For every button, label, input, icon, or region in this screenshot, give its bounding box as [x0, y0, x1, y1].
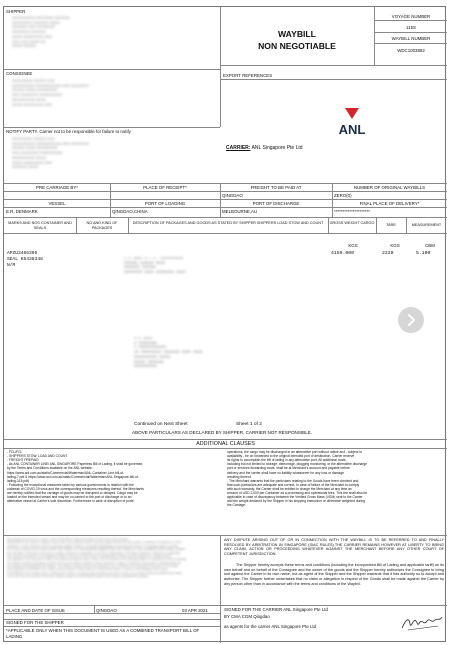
notify-address-line: XXXXXXXX XXXXX XXX [12, 137, 55, 141]
notify-party-address [12, 137, 192, 170]
terms-line: The Carrier's acceptance of this Waybill is subject to the terms of the Carrier's standard Bill of Lading and all conditions of carriage thereof. [7, 554, 172, 558]
vessel-value: E.R. DENMARK [6, 209, 38, 214]
gross-weight-unit: KGS [348, 243, 358, 248]
terms-line: to be void. Any and all claims hereunder shall be subject to the jurisdiction clause of the Carrier's standard bill of lading. [7, 575, 149, 579]
clause-line: lading-315.pdf) [7, 478, 29, 483]
clause-line: and the weight declared by the Shipper in his shipping instruction or otherwise weighted during [227, 499, 366, 504]
terms-line: Such authority is extended to the Carrier, and any person or party acting on behalf of the Carrier in respect of the carriage of the Goods. [7, 568, 169, 572]
place-of-issue-value: QINGDAO [96, 608, 117, 613]
consignee-address-line: XXXXX XXXX XXXXXXXX [12, 88, 58, 93]
terms-line: The printed terms set out on page 1 and 2 of this Bill of Lading are subject to the terms of the carriage. [7, 538, 129, 541]
notify-party-label: NOTIFY PARTY. Carrier not to be responsible for failure to notify [6, 129, 131, 134]
port-of-discharge-value: MELBOURNE,AU [222, 209, 258, 214]
pre-carriage-label: PRE CARRIAGE BY* [36, 185, 78, 190]
original-waybills-value: ZERO(0) [334, 193, 352, 198]
description-line: XXXXXXX XXXXXX [124, 266, 156, 271]
cargo-description [124, 257, 324, 276]
terms-line: RECEIVED by the Carrier in apparent good order and condition (unless otherwise stated herein) the total number or quantity of Containers or other [7, 541, 182, 545]
shipper-address-line: XXXX XXXXXXXX XXX [12, 34, 53, 39]
final-delivery-label: FINAL PLACE OF DELIVERY* [359, 201, 420, 206]
consignee-address-line: XXXX XXXXXXXX XXX [12, 102, 53, 107]
clause-line: are hereby notified that the carriage of goods may be disrupted or delayed. Cargo may be [7, 491, 138, 496]
terms-line: IN WITNESS of the contract herein contained the number of originals stated opposite has been issued, one of which being accomplished the others [7, 571, 183, 575]
place-of-receipt-label: PLACE OF RECEIPT* [143, 185, 187, 190]
description-line: 1 x 20GP S.T.C. XXXXXXXXXX [124, 257, 184, 261]
clause-line: - FREIGHT PREPAID [7, 458, 39, 463]
carrier-label: CARRIER: [226, 145, 251, 151]
description-detail-line: XXXXXXXXXX [134, 365, 157, 370]
port-of-discharge-label: PORT OF DISCHARGE [252, 201, 300, 206]
by-agent-line: BY CMA CGM Qingdao [224, 614, 270, 619]
port-of-loading-value: QINGDAO,CHINA [112, 209, 148, 214]
clause-line: that such particulars are adequate and correct. In case of failure of the Merchant to comply [227, 482, 360, 487]
clause-line: loaded on the intended vessel and may be on-carried to the port of discharge or to an [7, 495, 132, 500]
export-references-label: EXPORT REFERENCES [223, 73, 273, 78]
consignee-address-line: XXXXXXXXX XXXXXXXXXX XXX XXXXXXX [12, 83, 89, 88]
clause-line: availability - be on forwarded to the original intended port of destination. Carrier reserve [227, 454, 355, 459]
document-title [220, 29, 374, 52]
shipper-address-line: XXX XXX XXXX XX [12, 39, 46, 44]
consignee-address-line: XXXXXXXX XXXXX XXX [12, 79, 55, 83]
notify-address-line: XXX XXXXXXX XXXXXXXXX [12, 151, 63, 156]
description-detail-line: X XXXXXXXXXXXX [134, 346, 166, 351]
clause-line: its rights to accomplish the bill of lading in any alternative port. All additional costs, [227, 458, 347, 463]
port-of-loading-label: PORT OF LOADING [144, 201, 186, 206]
shipper-address-line: XXXX XXXXX [12, 44, 36, 49]
notify-address-line: XXXXXXXXX XXXX [12, 155, 46, 160]
tare-value: 2220 [382, 251, 394, 256]
container-number: APZU3466305 [7, 251, 38, 256]
clause-line: with such warranty, the Carrier shall be entitled to charge the Merchant at any time an [227, 486, 352, 491]
kind-header: NO AND KIND OF PACKAGES [86, 221, 118, 230]
place-date-label: PLACE AND DATE OF ISSUE [6, 608, 65, 613]
freight-paid-at-value: QINGDAO [222, 193, 243, 198]
shipper-address-line: XXXXXX XXX XXXXXXX [12, 25, 55, 30]
shipper-agreement: The Shipper hereby accepts these terms and conditions (including the incorporated Bill of Lading and applicable tariff) on its own behalf and on behalf of the Consignee and the owner of the goods and the Shipper hereby authorises the Consignee to bring suit against the Carrier in its own name, but as agent of the Shipper and the Shipper warrants that it has authority so to accept and authorise. The Shipper further undertakes that no claim or allegation in respect of the Goods shall be made against the Carrier by any person other than in accordance with the terms and conditions of the Waybill. [224, 563, 444, 586]
clause-line: - Following the exceptional measures taken by various governments in relation with the [7, 482, 134, 487]
container-info [7, 251, 43, 270]
clause-line: alternative vessel at Carrier's sole discretion. Furthermore in case of disruption of ports' [7, 499, 135, 504]
signed-for-carrier: SIGNED FOR THE CARRIER ANL Singapore Pte Ltd [224, 607, 328, 612]
marks-nm: N/M [7, 263, 16, 269]
title-non-negotiable: NON NEGOTIABLE [258, 40, 336, 51]
agents-line: as agents for the carrier ANL Singapore Pte Ltd [224, 624, 317, 629]
anl-logo-text: ANL [338, 122, 366, 136]
clause-line: including but not limited to storage, demurrage, plugging monitoring, or the alternative discharge [227, 462, 368, 467]
waybill-number-label: WAYBILL NUMBER [391, 36, 431, 41]
carrier-line [226, 145, 303, 151]
marks-header: MARKS AND NOS CONTAINER AND SEALS [8, 221, 72, 230]
shipper-address [12, 16, 192, 49]
date-of-issue-value: 03 APR 2021 [182, 608, 208, 613]
waybill-number-value: WDC1003892 [397, 48, 425, 53]
carrier-name: ANL Singapore Pte Ltd [251, 145, 303, 151]
terms-line: from the Place of Receipt or the Port of Loading, whichever is applicable, to the Port of Discharge or the Place of Delivery, whichever is applicable. [7, 551, 181, 555]
terms-line: non-signing of this Waybill by the Shipper. The Shipper warrants that he has authority to act on behalf of the Consignee and owner of the Goods. [7, 565, 179, 568]
gross-weight-value: 4159.000 [331, 251, 355, 256]
shipper-address-line: XXXXXXXX XXXXXX XXXX [12, 20, 60, 25]
waybill-document [3, 6, 446, 642]
final-delivery-value: ********************* [334, 209, 370, 214]
measurement-value: 5.100 [416, 251, 431, 256]
chevron-right-icon [404, 313, 418, 327]
sheet-indicator: Sheet 1 of 2 [236, 422, 262, 427]
consignee-label: CONSIGNEE [6, 71, 33, 76]
notify-address-line: XXXXX XXXX XXXXXXXX [12, 146, 58, 151]
terms-line: The Shipper accepts and agrees to all the terms and conditions whether printed, stamped or written or otherwise incorporated, notwithstanding the [7, 561, 181, 565]
title-waybill: WAYBILL [278, 29, 316, 39]
original-waybills-label: NUMBER OF ORIGINAL WAYBILLS [353, 185, 426, 190]
clause-line: delivery and the carrier shall have no liability whatsoever for any loss or damage [227, 470, 344, 475]
signed-for-shipper: SIGNED FOR THE SHIPPER [6, 620, 64, 625]
clause-line: https://www.anl.com.au/static/Commercial/Waterman/ANL-Container-Line-bill-of- [7, 470, 125, 475]
freight-paid-at-label: FREIGHT TO BE PAID AT [250, 185, 302, 190]
measurement-unit: CBM [425, 243, 435, 248]
description-detail-line: X XXXXXXXX [134, 341, 157, 346]
clause-line: applicable in case of discrepancy between the Verified Gross Mass (VGM) sent to the Carrier [227, 495, 363, 500]
signature-icon [400, 613, 444, 633]
clause-line: by the Terms and Conditions available on the ANL website: [7, 466, 93, 471]
voyage-number-label: VOYAGE NUMBER [391, 14, 431, 19]
consignee-address-line: XXX XXXXXXX XXXXXXXXX [12, 93, 63, 98]
tare-unit: KGS [390, 243, 400, 248]
clauses-right-column [227, 450, 444, 508]
voyage-number-value: 115S [406, 25, 416, 30]
clause-line: resulting thereof. [227, 474, 252, 479]
clause-line: operations, the cargo may be discharged in an alternative port without notice and - subject to [227, 450, 363, 454]
clause-line: amount of USD 2,000 per Container as a processing and operational fees. This fee shall also be [227, 491, 368, 496]
clause-line: outbreak of COVID-19 virus and the corresponding measures resulting thereof, the Merchants [7, 486, 144, 491]
seal-number: SEAL K5438348 [7, 257, 43, 263]
tare-header: TARE [386, 223, 396, 227]
description-detail-line: XXXXX XXXXXXX [134, 360, 164, 365]
applicable-note: *APPLICABLE ONLY WHEN THIS DOCUMENT IS USED AS A COMBINED TRANSPORT BILL OF LADING [6, 628, 200, 639]
description-header: DESCRIPTION OF PACKAGES AND GOODS AS STATED BY SHIPPER SHIPPERS LOAD STOW AND COUNT [132, 221, 324, 225]
consignee-address-line: XXXXXXXXX XXXX [12, 97, 46, 102]
next-page-button[interactable] [398, 307, 424, 333]
clause-line: - The Merchant warrants that the particulars relating to the Goods have been checked and [227, 478, 359, 483]
description-detail-line: X.X.XXXX [134, 337, 153, 341]
terms-line: terms and conditions hereof (INCLUDING THE TERMS ON THE REVERSE HEREOF AND THE TERMS OF THE CARRIER'S APPLICABLE TARIFF) [7, 548, 186, 552]
notify-address-line: XXXXXX XXXX [12, 165, 39, 170]
additional-clauses-title: ADDITIONAL CLAUSES [196, 441, 255, 447]
clause-line: the Carriage. [227, 503, 247, 508]
description-line: XXXXXXXX XXXX XXXXXXXX XXXX [124, 271, 186, 276]
consignee-address [12, 79, 192, 107]
shipper-label: SHIPPER [6, 9, 26, 14]
terms-line: packages or units indicated in the box opposite entitled "Total No. of Containers/Packages received by the Carrier" for Carriage subject to all the [7, 544, 178, 548]
arbitration-clause: ANY DISPUTE ARISING OUT OF OR IN CONNECTION WITH THE WAYBILL IS TO BE REFERRED TO AND FINALLY RESOLVED BY ARBITRATION IN SINGAPORE (SIAC RULES).THE CARRIER REMAINS HOWEVER AT LIBERTY TO BRING ANY CLAIM, ACTION OR PROCEEDING WHATEVER AGAINST THE MERCHANT BEFORE ANY OTHER COURT OF COMPETENT JURISDICTION. [224, 538, 444, 557]
notify-address-line: XXXXXXXXX XXXXXXXXXX XXX XXXXXXX [12, 141, 89, 146]
clauses-left-column [7, 450, 221, 503]
anl-logo-icon [334, 102, 370, 136]
clause-line: - SHIPPERS STOW, LOAD AND COUNT [7, 454, 68, 459]
clause-line: lading-7.pdf & https://www.anl.com.au/static/Commercial/Waterman/ANL-Singapore-bill-of- [7, 474, 139, 479]
clause-line: - FCL/FCL [7, 450, 23, 454]
measurement-header: MEASUREMENT [411, 223, 442, 227]
shipper-address-line: XXXXXXXXX XXXXXXX XXXXXX [12, 16, 70, 20]
notify-address-line: XXXX XXXXXXXX XXX [12, 160, 53, 165]
description-detail-line: XX XXXXXXXXX XXXXXXX XXXX XXXX [134, 351, 203, 356]
vessel-label: VESSEL [48, 201, 66, 206]
cargo-description-detail [134, 337, 324, 370]
clause-line: port or services forwarding costs, shall be at Merchant's account and payable before [227, 466, 350, 471]
terms-line: This Waybill is not a document of title to the goods and delivery will be made to the Consignee or his authorised agent on production of proof of identity. [7, 558, 187, 562]
continued-note: Continued on Next Sheet [134, 422, 188, 427]
gross-weight-header: GROSS WEIGHT CARGO [329, 221, 375, 225]
description-line: XXXXXX XXXXXX XXXX [124, 261, 166, 266]
terms-fine-print [7, 538, 218, 579]
shipper-address-line: XXXXXXX XXXXXX [12, 30, 46, 35]
description-detail-line: XXXXXXXXXX XXXXX [134, 355, 171, 360]
declared-note: ABOVE PARTICULARS AS DECLARED BY SHIPPER, CARRIER NOT RESPONSIBLE. [132, 430, 313, 435]
clause-line: - As ANL CONTAINER LINE/ ANL SINGAPORE Paperless Bill of Lading, it shall be governed [7, 462, 143, 467]
